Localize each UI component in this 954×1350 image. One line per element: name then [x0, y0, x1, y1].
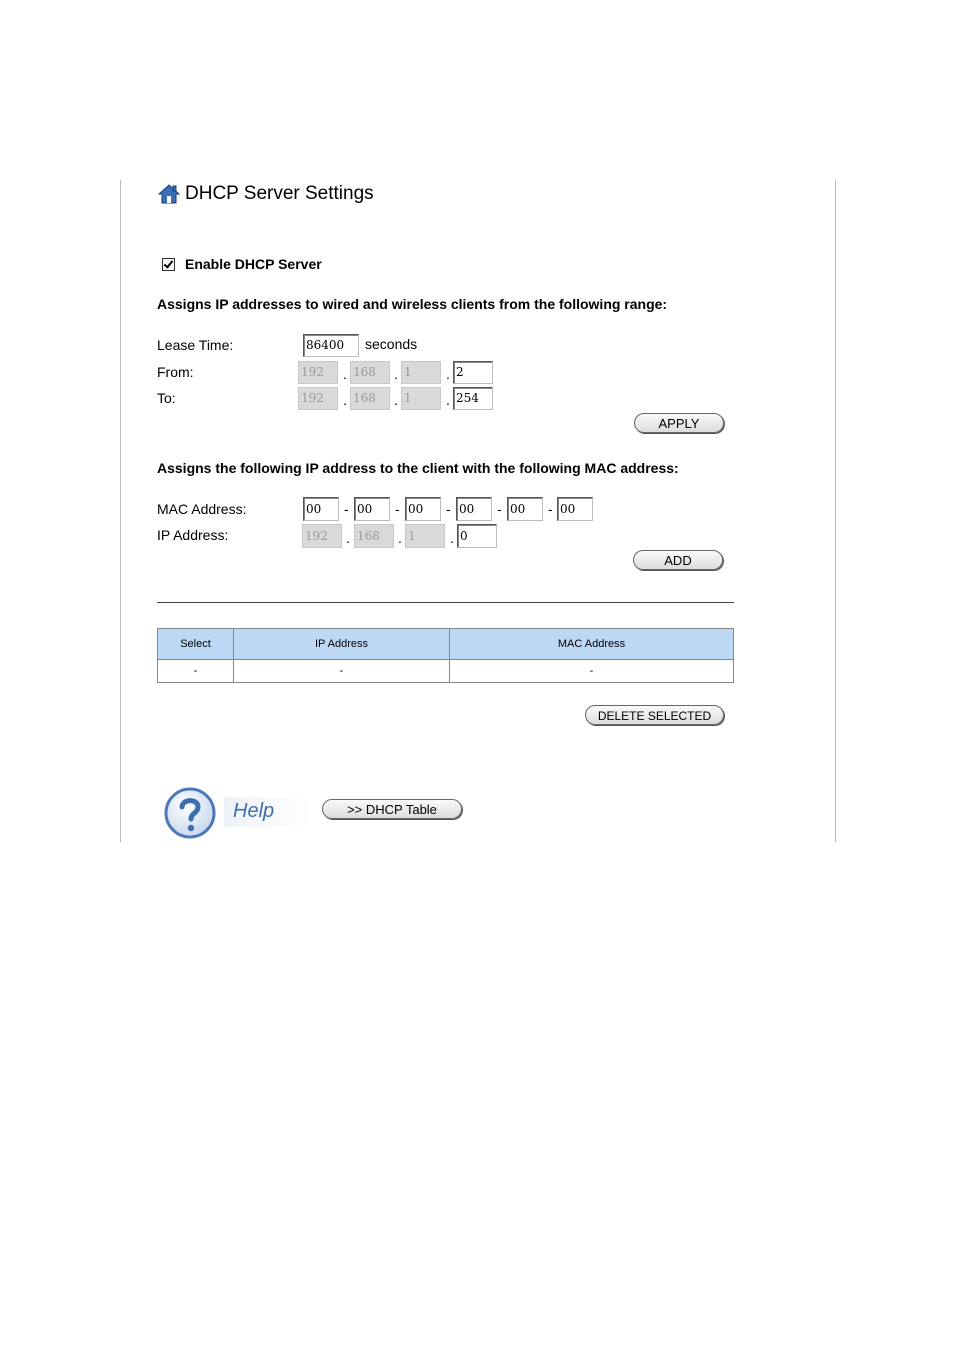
to-ip-octet-1: 192	[298, 387, 338, 410]
from-label: From:	[157, 364, 194, 380]
to-label: To:	[157, 390, 176, 406]
dot-separator: .	[394, 366, 398, 382]
col-mac-address-header: MAC Address	[450, 629, 734, 660]
dot-separator: .	[446, 392, 450, 408]
dhcp-table-link-button[interactable]: >> DHCP Table	[322, 799, 462, 819]
from-ip-octet-4-input[interactable]: 2	[453, 361, 493, 384]
to-ip-octet-4-input[interactable]: 254	[453, 387, 493, 410]
static-section-heading: Assigns the following IP address to the client with the following MAC address:	[157, 460, 679, 476]
dash-separator: -	[395, 501, 400, 517]
lease-time-input[interactable]: 86400	[303, 334, 359, 357]
mac-octet-4-input[interactable]: 00	[456, 497, 492, 521]
mac-octet-2-input[interactable]: 00	[354, 497, 390, 521]
from-ip-octet-2: 168	[350, 361, 390, 384]
from-ip-octet-1: 192	[298, 361, 338, 384]
help-label: Help	[233, 800, 275, 822]
section-divider	[157, 602, 734, 603]
mac-octet-1-input[interactable]: 00	[303, 497, 339, 521]
ip-octet-1: 192	[302, 524, 342, 548]
dot-separator: .	[398, 530, 402, 546]
to-ip-octet-2: 168	[350, 387, 390, 410]
cell-select: -	[158, 660, 234, 683]
enable-dhcp-row[interactable]	[162, 256, 322, 272]
range-section-heading: Assigns IP addresses to wired and wireless clients from the following range:	[157, 296, 668, 312]
col-select-header: Select	[158, 629, 234, 660]
ip-octet-4-input[interactable]: 0	[457, 524, 497, 548]
delete-selected-button[interactable]: DELETE SELECTED	[585, 705, 724, 725]
dot-separator: .	[446, 366, 450, 382]
mac-address-label: MAC Address:	[157, 501, 247, 517]
dot-separator: .	[394, 392, 398, 408]
table-header-row	[158, 629, 734, 660]
page-title: DHCP Server Settings	[185, 183, 374, 204]
help-label-banner	[224, 797, 312, 827]
enable-dhcp-checkbox[interactable]	[162, 258, 175, 271]
from-ip-octet-3: 1	[401, 361, 441, 384]
cell-ip-address: -	[234, 660, 450, 683]
home-icon	[157, 182, 181, 206]
add-button[interactable]: ADD	[633, 550, 723, 570]
dot-separator: .	[450, 530, 454, 546]
dash-separator: -	[344, 501, 349, 517]
col-ip-address-header: IP Address	[234, 629, 450, 660]
enable-dhcp-label: Enable DHCP Server	[185, 256, 322, 272]
dash-separator: -	[446, 501, 451, 517]
lease-time-label: Lease Time:	[157, 337, 234, 353]
ip-address-label: IP Address:	[157, 527, 229, 543]
apply-button[interactable]: APPLY	[634, 413, 724, 433]
dot-separator: .	[343, 392, 347, 408]
dot-separator: .	[346, 530, 350, 546]
table-row	[158, 660, 734, 683]
dash-separator: -	[497, 501, 502, 517]
mac-octet-3-input[interactable]: 00	[405, 497, 441, 521]
dhcp-static-table	[157, 628, 734, 683]
mac-octet-6-input[interactable]: 00	[557, 497, 593, 521]
dot-separator: .	[343, 366, 347, 382]
help-question-icon[interactable]	[164, 786, 216, 840]
ip-octet-2: 168	[354, 524, 394, 548]
dash-separator: -	[548, 501, 553, 517]
to-ip-octet-3: 1	[401, 387, 441, 410]
page-header	[157, 182, 374, 206]
mac-octet-5-input[interactable]: 00	[507, 497, 543, 521]
ip-octet-3: 1	[405, 524, 445, 548]
cell-mac-address: -	[450, 660, 734, 683]
lease-time-unit: seconds	[365, 336, 418, 352]
